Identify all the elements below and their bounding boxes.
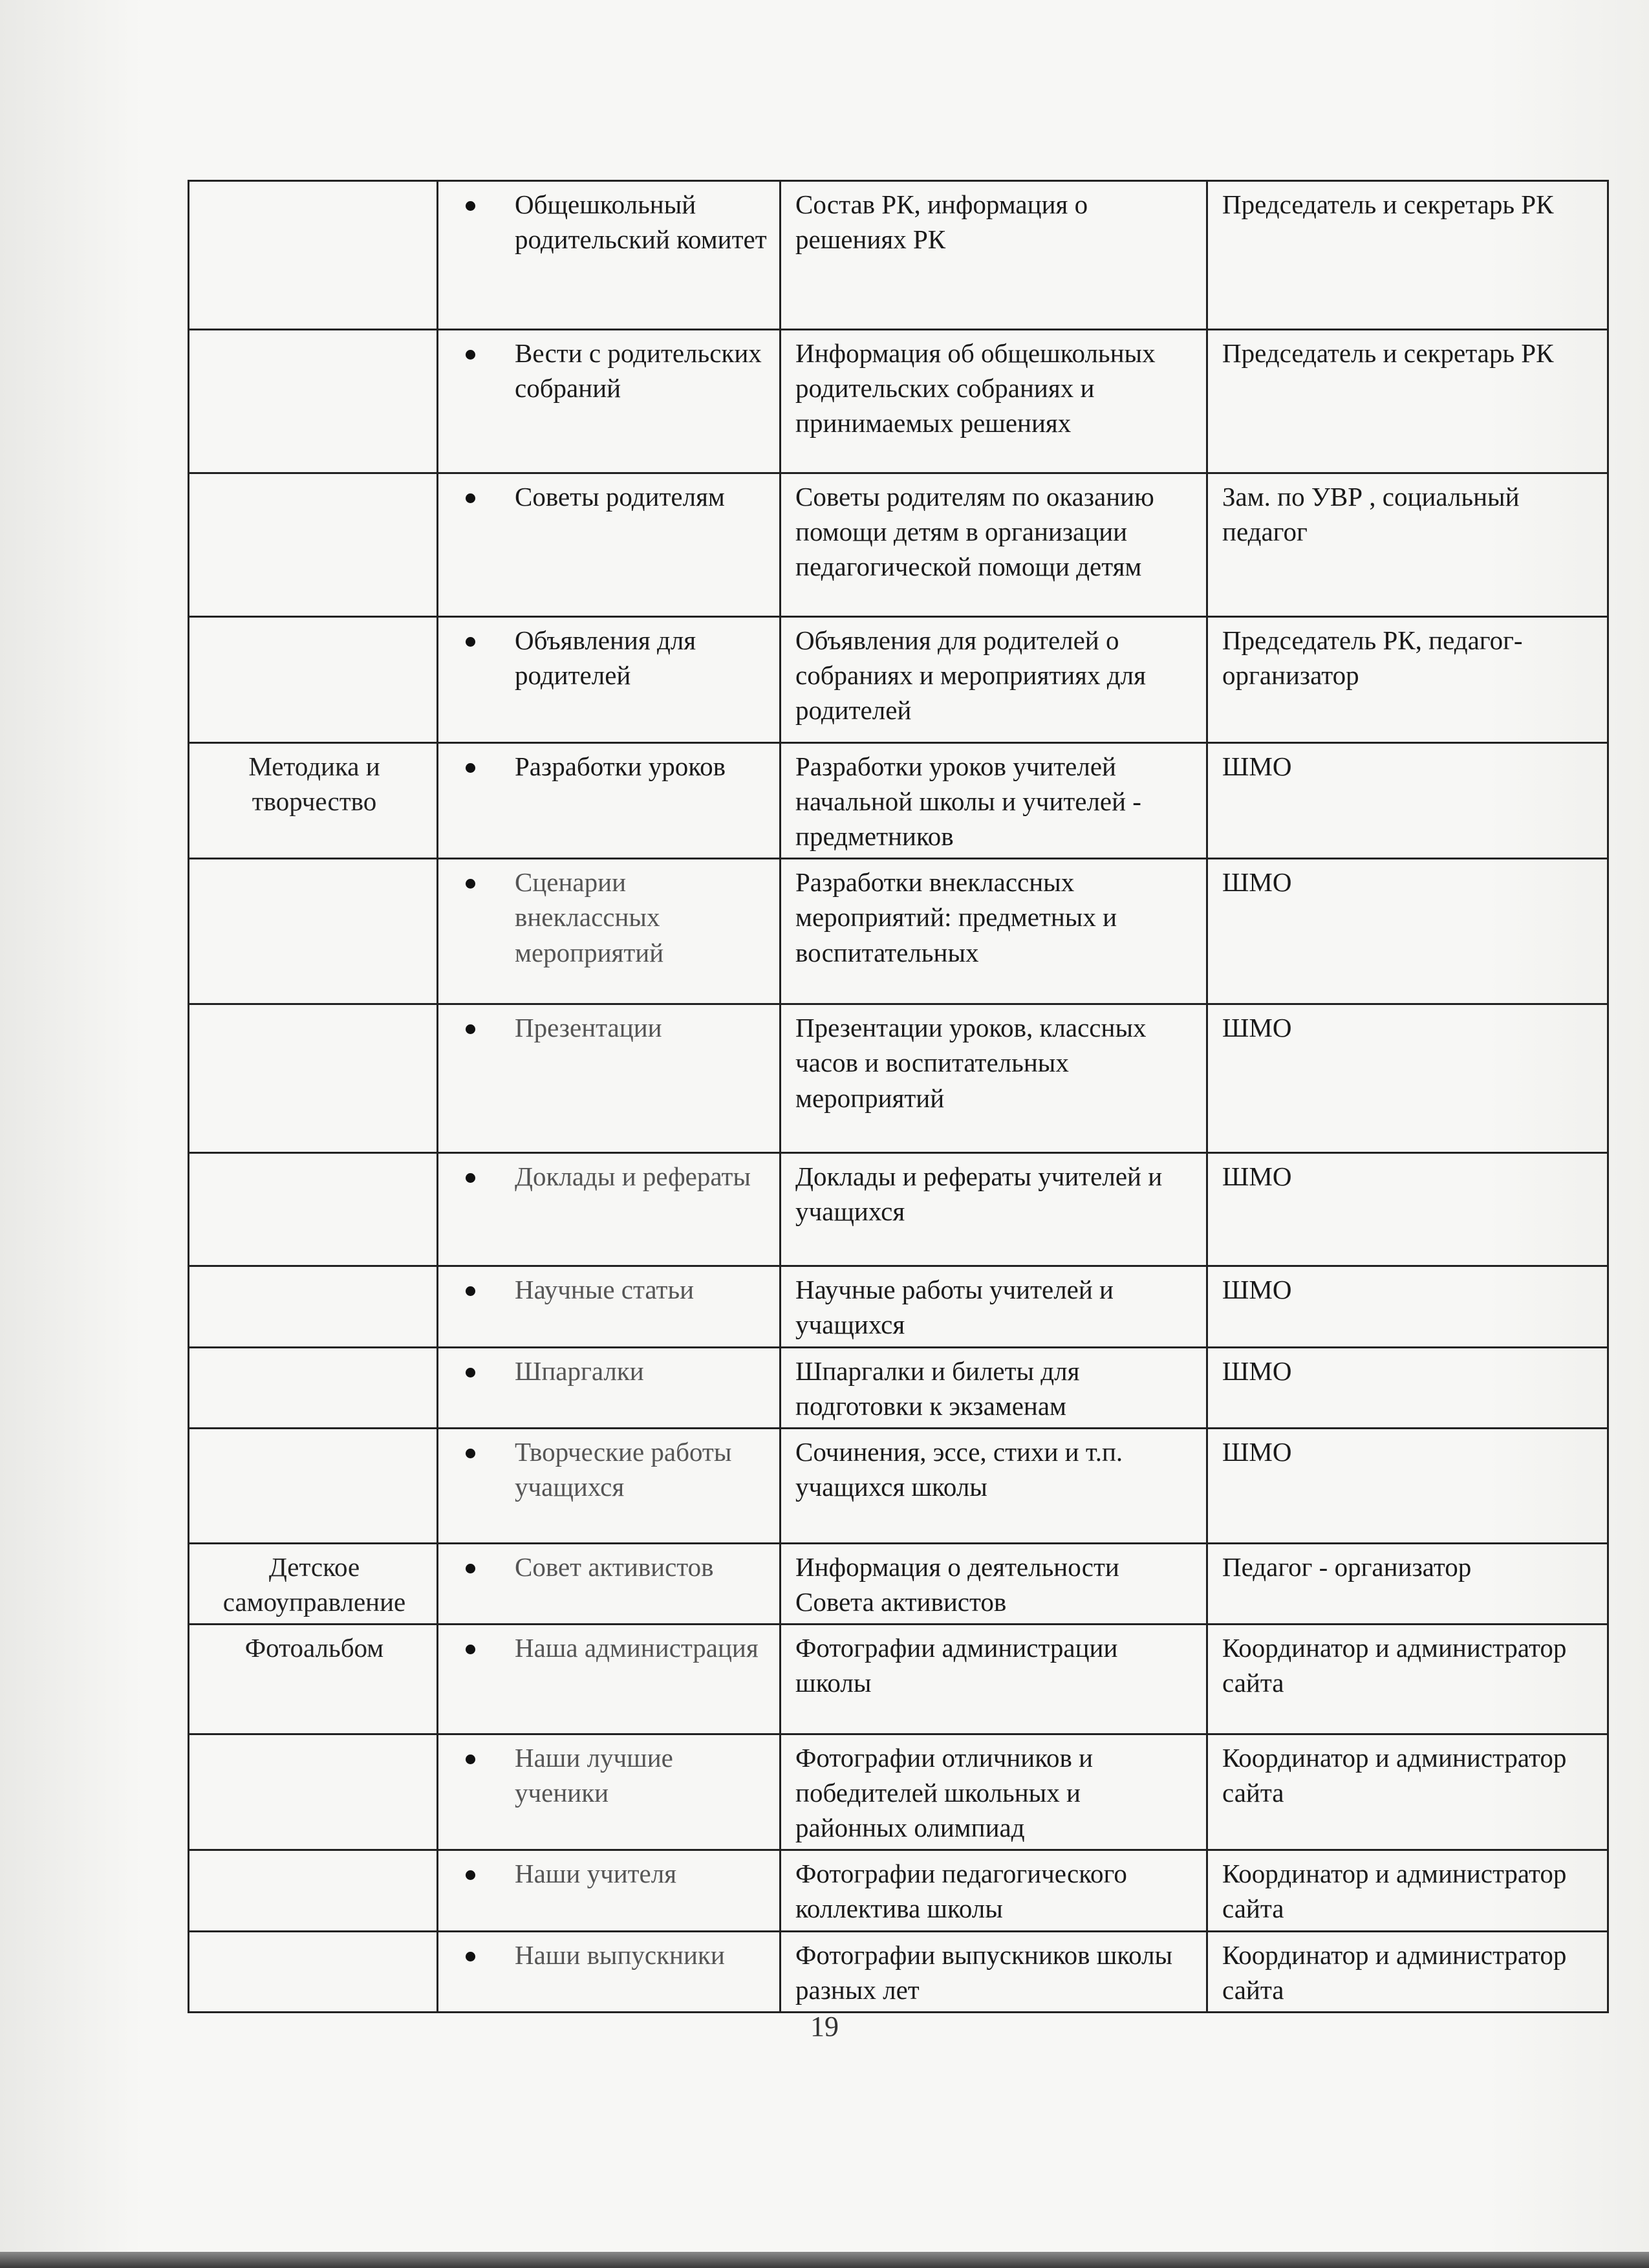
section-cell bbox=[189, 1734, 438, 1850]
item-cell bbox=[438, 1428, 781, 1543]
table-row bbox=[189, 1004, 1608, 1153]
responsible-cell: ШМО bbox=[1207, 1004, 1608, 1153]
page-number: 19 bbox=[810, 2011, 839, 2042]
table-row bbox=[189, 1931, 1608, 2012]
content-cell: Фотографии педагогического коллектива школы bbox=[781, 1850, 1207, 1931]
table-row bbox=[189, 473, 1608, 617]
section-cell bbox=[189, 1850, 438, 1931]
item-label: Творческие работы учащихся bbox=[515, 1436, 732, 1502]
section-cell bbox=[189, 617, 438, 743]
item-cell bbox=[438, 743, 781, 859]
bullet-icon bbox=[466, 201, 475, 211]
section-cell bbox=[189, 1266, 438, 1347]
section-cell bbox=[189, 859, 438, 1004]
bullet-icon bbox=[466, 763, 475, 773]
content-cell: Фотографии отличников и победителей школьных и районных олимпиад bbox=[781, 1734, 1207, 1850]
item-cell bbox=[438, 1543, 781, 1624]
item-cell bbox=[438, 1004, 781, 1153]
responsible-cell: Координатор и администратор сайта bbox=[1207, 1931, 1608, 2012]
table-row bbox=[189, 1347, 1608, 1428]
responsible-cell: Координатор и администратор сайта bbox=[1207, 1734, 1608, 1850]
item-label: Наша администрация bbox=[515, 1632, 759, 1663]
item-cell bbox=[438, 859, 781, 1004]
item-label: Советы родителям bbox=[515, 482, 725, 512]
table-row bbox=[189, 1266, 1608, 1347]
bullet-icon bbox=[466, 1368, 475, 1377]
content-cell: Доклады и рефераты учителей и учащихся bbox=[781, 1153, 1207, 1266]
responsible-cell: ШМО bbox=[1207, 743, 1608, 859]
content-cell: Разработки уроков учителей начальной школы и учителей - предметников bbox=[781, 743, 1207, 859]
item-cell bbox=[438, 1266, 781, 1347]
content-cell: Советы родителям по оказанию помощи детям в организации педагогической помощи детям bbox=[781, 473, 1207, 617]
bullet-icon bbox=[466, 1755, 475, 1764]
item-label: Наши выпускники bbox=[515, 1939, 725, 1970]
item-cell bbox=[438, 1347, 781, 1428]
content-cell: Состав РК, информация о решениях РК bbox=[781, 181, 1207, 330]
bullet-icon bbox=[466, 1173, 475, 1183]
item-label: Объявления для родителей bbox=[515, 625, 696, 691]
item-cell bbox=[438, 1931, 781, 2012]
item-cell bbox=[438, 473, 781, 617]
site-structure-table bbox=[188, 180, 1609, 2013]
bullet-icon bbox=[466, 493, 475, 503]
item-cell bbox=[438, 1734, 781, 1850]
content-cell: Разработки внеклассных мероприятий: предметных и воспитательных bbox=[781, 859, 1207, 1004]
section-cell bbox=[189, 1931, 438, 2012]
responsible-cell: ШМО bbox=[1207, 1428, 1608, 1543]
item-label: Совет активистов bbox=[515, 1551, 714, 1582]
responsible-cell: Зам. по УВР , социальный педагог bbox=[1207, 473, 1608, 617]
section-cell bbox=[189, 1004, 438, 1153]
table-row bbox=[189, 1153, 1608, 1266]
responsible-cell: ШМО bbox=[1207, 859, 1608, 1004]
section-cell: Детское самоуправление bbox=[189, 1543, 438, 1624]
item-label: Сценарии внеклассных мероприятий bbox=[515, 867, 664, 967]
content-cell: Научные работы учителей и учащихся bbox=[781, 1266, 1207, 1347]
item-label: Презентации bbox=[515, 1013, 662, 1043]
table-row bbox=[189, 1850, 1608, 1931]
responsible-cell: ШМО bbox=[1207, 1347, 1608, 1428]
section-cell bbox=[189, 1347, 438, 1428]
responsible-cell: ШМО bbox=[1207, 1153, 1608, 1266]
table-row bbox=[189, 330, 1608, 473]
section-cell: Фотоальбом bbox=[189, 1624, 438, 1734]
item-label: Наши лучшие ученики bbox=[515, 1742, 673, 1808]
content-cell: Фотографии администрации школы bbox=[781, 1624, 1207, 1734]
bullet-icon bbox=[466, 1024, 475, 1034]
item-label: Разработки уроков bbox=[515, 751, 726, 781]
section-cell: Методика и творчество bbox=[189, 743, 438, 859]
content-cell: Сочинения, эссе, стихи и т.п. учащихся школы bbox=[781, 1428, 1207, 1543]
item-label: Наши учителя bbox=[515, 1859, 677, 1889]
section-cell bbox=[189, 1428, 438, 1543]
table-body bbox=[189, 181, 1608, 2013]
item-cell bbox=[438, 1153, 781, 1266]
scan-edge bbox=[0, 2252, 1649, 2268]
item-cell bbox=[438, 1624, 781, 1734]
section-cell bbox=[189, 181, 438, 330]
responsible-cell: Координатор и администратор сайта bbox=[1207, 1624, 1608, 1734]
section-cell bbox=[189, 330, 438, 473]
bullet-icon bbox=[466, 1449, 475, 1458]
item-label: Шпаргалки bbox=[515, 1355, 644, 1386]
item-label: Вести с родительских собраний bbox=[515, 338, 762, 404]
bullet-icon bbox=[466, 1870, 475, 1880]
bullet-icon bbox=[466, 637, 475, 647]
table-row bbox=[189, 859, 1608, 1004]
table-row bbox=[189, 181, 1608, 330]
responsible-cell: Педагог - организатор bbox=[1207, 1543, 1608, 1624]
responsible-cell: Председатель РК, педагог-организатор bbox=[1207, 617, 1608, 743]
content-cell: Презентации уроков, классных часов и воспитательных мероприятий bbox=[781, 1004, 1207, 1153]
item-cell bbox=[438, 330, 781, 473]
table-row bbox=[189, 1543, 1608, 1624]
section-cell bbox=[189, 1153, 438, 1266]
content-cell: Шпаргалки и билеты для подготовки к экзаменам bbox=[781, 1347, 1207, 1428]
content-cell: Фотографии выпускников школы разных лет bbox=[781, 1931, 1207, 2012]
responsible-cell: ШМО bbox=[1207, 1266, 1608, 1347]
responsible-cell: Председатель и секретарь РК bbox=[1207, 330, 1608, 473]
section-cell bbox=[189, 473, 438, 617]
bullet-icon bbox=[466, 1952, 475, 1961]
table-row bbox=[189, 1734, 1608, 1850]
table-row bbox=[189, 743, 1608, 859]
bullet-icon bbox=[466, 1286, 475, 1296]
item-label: Научные статьи bbox=[515, 1275, 695, 1305]
table-row bbox=[189, 1624, 1608, 1734]
content-cell: Объявления для родителей о собраниях и мероприятиях для родителей bbox=[781, 617, 1207, 743]
table-row bbox=[189, 617, 1608, 743]
bullet-icon bbox=[466, 1564, 475, 1573]
item-cell bbox=[438, 617, 781, 743]
responsible-cell: Координатор и администратор сайта bbox=[1207, 1850, 1608, 1931]
item-label: Общешкольный родительский комитет bbox=[515, 189, 767, 255]
table-row bbox=[189, 1428, 1608, 1543]
content-cell: Информация о деятельности Совета активистов bbox=[781, 1543, 1207, 1624]
bullet-icon bbox=[466, 1645, 475, 1654]
bullet-icon bbox=[466, 350, 475, 360]
item-cell bbox=[438, 181, 781, 330]
responsible-cell: Председатель и секретарь РК bbox=[1207, 181, 1608, 330]
item-cell bbox=[438, 1850, 781, 1931]
content-cell: Информация об общешкольных родительских собраниях и принимаемых решениях bbox=[781, 330, 1207, 473]
item-label: Доклады и рефераты bbox=[515, 1161, 751, 1192]
bullet-icon bbox=[466, 879, 475, 889]
